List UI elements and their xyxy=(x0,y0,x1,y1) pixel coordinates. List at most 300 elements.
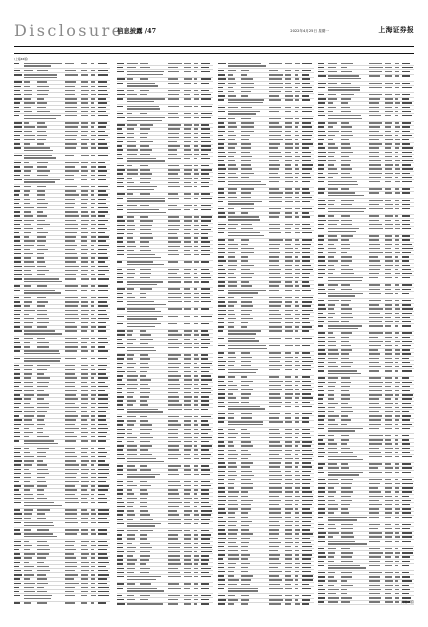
table-cell xyxy=(295,243,301,245)
illegible-text-mark xyxy=(81,562,89,563)
illegible-text-mark xyxy=(184,530,190,531)
table-cell xyxy=(184,362,193,364)
illegible-text-mark xyxy=(194,173,199,174)
illegible-text-mark xyxy=(218,177,225,178)
illegible-text-mark xyxy=(98,70,108,71)
table-cell xyxy=(98,485,110,487)
table-cell xyxy=(184,379,193,381)
illegible-text-mark xyxy=(98,498,107,499)
illegible-text-mark xyxy=(91,74,95,75)
table-cell xyxy=(218,326,227,328)
illegible-text-mark xyxy=(98,90,107,91)
illegible-text-mark xyxy=(81,94,88,95)
illegible-text-mark xyxy=(201,308,209,309)
table-cell xyxy=(81,215,90,217)
table-cell xyxy=(24,447,36,449)
table-cell xyxy=(269,82,284,84)
illegible-text-mark xyxy=(241,269,250,270)
table-cell xyxy=(269,87,284,89)
illegible-text-mark xyxy=(269,305,281,306)
illegible-text-mark xyxy=(201,124,209,125)
table-cell xyxy=(285,243,294,245)
illegible-text-mark xyxy=(184,250,190,251)
illegible-text-mark xyxy=(81,583,88,584)
illegible-text-mark xyxy=(37,394,49,395)
table-cell xyxy=(302,297,314,299)
illegible-text-mark xyxy=(91,224,96,225)
illegible-text-mark xyxy=(24,432,33,433)
table-cell xyxy=(14,186,23,188)
illegible-text-mark xyxy=(127,384,138,385)
illegible-text-mark xyxy=(269,239,283,240)
illegible-text-mark xyxy=(295,212,298,213)
table-cell xyxy=(127,367,139,369)
table-cell xyxy=(194,465,200,467)
table-cell xyxy=(37,498,51,500)
illegible-text-mark xyxy=(127,182,134,183)
illegible-text-mark xyxy=(65,290,77,291)
illegible-text-mark xyxy=(194,165,198,166)
illegible-text-mark xyxy=(117,323,123,324)
table-cell xyxy=(117,158,126,160)
table-cell xyxy=(201,441,213,443)
table-cell xyxy=(269,212,284,214)
table-cell xyxy=(201,245,213,247)
table-cell xyxy=(218,289,227,291)
table-cell xyxy=(168,233,183,235)
illegible-text-mark xyxy=(168,384,180,385)
illegible-text-mark xyxy=(127,169,138,170)
illegible-text-mark xyxy=(81,155,89,156)
illegible-text-mark xyxy=(24,494,33,495)
table-cell xyxy=(65,314,80,316)
table-cell xyxy=(91,411,97,413)
table-cell xyxy=(65,322,80,324)
table-cell xyxy=(241,82,255,84)
illegible-text-mark xyxy=(140,568,150,569)
illegible-text-mark xyxy=(127,543,132,544)
illegible-text-mark xyxy=(140,437,153,438)
table-row xyxy=(117,185,213,192)
illegible-text-mark xyxy=(295,224,300,225)
table-cell xyxy=(295,118,301,120)
table-cell xyxy=(184,416,193,418)
table-cell xyxy=(241,252,255,254)
table-cell xyxy=(98,473,110,475)
illegible-text-mark xyxy=(201,429,211,430)
illegible-text-mark xyxy=(14,297,19,298)
illegible-text-mark xyxy=(194,449,198,450)
illegible-text-mark xyxy=(269,277,281,278)
illegible-text-mark xyxy=(14,175,20,176)
table-cell xyxy=(184,288,193,290)
table-cell xyxy=(168,489,183,491)
illegible-text-mark xyxy=(184,445,192,446)
table-cell xyxy=(117,538,126,540)
illegible-text-mark xyxy=(127,525,155,526)
table-cell xyxy=(194,458,200,460)
table-cell xyxy=(295,99,301,101)
illegible-text-mark xyxy=(184,178,192,179)
illegible-text-mark xyxy=(98,162,105,163)
table-cell xyxy=(295,224,301,226)
table-cell xyxy=(218,181,227,183)
table-cell xyxy=(65,557,80,559)
table-cell xyxy=(127,113,139,115)
table-cell xyxy=(65,162,80,164)
illegible-text-mark xyxy=(194,288,197,289)
table-cell xyxy=(302,168,314,170)
illegible-text-mark xyxy=(218,122,224,123)
table-cell xyxy=(117,343,126,345)
illegible-text-mark xyxy=(194,523,198,524)
table-cell xyxy=(91,398,97,400)
illegible-text-mark xyxy=(140,334,151,335)
table-cell xyxy=(81,81,90,83)
table-cell xyxy=(302,70,314,72)
illegible-text-mark xyxy=(194,273,197,274)
table-cell xyxy=(201,141,213,143)
illegible-text-mark xyxy=(302,160,311,161)
table-cell xyxy=(140,193,154,195)
table-cell xyxy=(24,509,36,511)
illegible-text-mark xyxy=(168,316,178,317)
table-cell xyxy=(194,375,200,377)
table-cell xyxy=(228,143,240,145)
table-cell xyxy=(194,165,200,167)
table-cell xyxy=(14,381,23,383)
illegible-text-mark xyxy=(127,257,161,258)
table-cell xyxy=(37,342,51,344)
table-cell xyxy=(127,241,139,243)
table-cell xyxy=(14,407,23,409)
illegible-text-mark xyxy=(91,190,94,191)
illegible-text-mark xyxy=(65,529,79,530)
illegible-text-mark xyxy=(98,190,106,191)
table-cell xyxy=(201,428,213,430)
illegible-text-mark xyxy=(81,330,87,331)
table-cell xyxy=(269,160,284,162)
table-cell xyxy=(91,373,97,375)
illegible-text-mark xyxy=(241,95,248,96)
table-row xyxy=(117,197,213,204)
table-cell xyxy=(24,135,36,137)
illegible-text-mark xyxy=(91,305,94,306)
illegible-text-mark xyxy=(127,429,132,430)
table-cell xyxy=(91,115,97,117)
illegible-text-mark xyxy=(201,117,211,118)
table-cell xyxy=(65,330,80,332)
table-cell xyxy=(117,408,126,410)
table-cell xyxy=(218,168,227,170)
illegible-text-mark xyxy=(127,83,155,84)
illegible-text-mark xyxy=(127,343,133,344)
table-cell xyxy=(269,256,284,258)
illegible-text-mark xyxy=(295,310,298,311)
illegible-text-mark xyxy=(194,485,198,486)
table-cell xyxy=(117,358,126,360)
illegible-text-mark xyxy=(228,322,234,323)
table-cell xyxy=(194,254,200,256)
table-cell xyxy=(24,219,36,221)
illegible-text-mark xyxy=(37,111,50,112)
illegible-text-mark xyxy=(194,220,198,221)
illegible-text-mark xyxy=(269,314,281,315)
illegible-text-mark xyxy=(184,358,191,359)
illegible-text-mark xyxy=(81,199,88,200)
table-cell xyxy=(24,147,64,151)
illegible-text-mark xyxy=(65,266,79,267)
illegible-text-mark xyxy=(91,266,95,267)
illegible-text-mark xyxy=(302,305,311,306)
table-cell xyxy=(168,78,183,80)
illegible-text-mark xyxy=(98,81,107,82)
illegible-text-mark xyxy=(117,154,122,155)
illegible-text-mark xyxy=(184,465,190,466)
illegible-text-mark xyxy=(65,111,77,112)
illegible-text-mark xyxy=(269,122,279,123)
illegible-text-mark xyxy=(295,260,300,261)
illegible-text-mark xyxy=(194,233,199,234)
illegible-text-mark xyxy=(91,562,95,563)
table-cell xyxy=(228,322,240,324)
illegible-text-mark xyxy=(269,352,281,353)
illegible-text-mark xyxy=(65,211,78,212)
illegible-text-mark xyxy=(24,211,31,212)
table-cell xyxy=(24,81,36,83)
illegible-text-mark xyxy=(24,245,34,246)
table-cell xyxy=(140,63,154,65)
illegible-text-mark xyxy=(24,257,31,258)
illegible-text-mark xyxy=(65,135,77,136)
illegible-text-mark xyxy=(37,541,47,542)
illegible-text-mark xyxy=(269,208,281,209)
table-cell xyxy=(117,277,126,279)
illegible-text-mark xyxy=(14,215,20,216)
table-row xyxy=(14,154,110,161)
table-cell xyxy=(117,603,126,605)
table-cell xyxy=(65,70,80,72)
table-cell xyxy=(201,117,213,119)
illegible-text-mark xyxy=(285,352,291,353)
illegible-text-mark xyxy=(14,211,20,212)
table-row xyxy=(117,603,213,605)
illegible-text-mark xyxy=(91,411,95,412)
illegible-text-mark xyxy=(98,215,105,216)
table-cell xyxy=(65,198,80,200)
illegible-text-mark xyxy=(201,145,211,146)
illegible-text-mark xyxy=(168,481,180,482)
illegible-text-mark xyxy=(81,373,88,374)
table-cell xyxy=(184,354,193,356)
illegible-text-mark xyxy=(140,94,147,95)
illegible-text-mark xyxy=(91,245,94,246)
illegible-text-mark xyxy=(228,297,234,298)
table-cell xyxy=(302,156,314,158)
table-cell xyxy=(91,207,97,209)
table-cell xyxy=(201,404,213,406)
illegible-text-mark xyxy=(91,86,95,87)
illegible-text-mark xyxy=(184,145,190,146)
illegible-text-mark xyxy=(14,240,20,241)
illegible-text-mark xyxy=(24,591,35,592)
illegible-text-mark xyxy=(285,177,293,178)
illegible-text-mark xyxy=(117,367,122,368)
illegible-text-mark xyxy=(295,208,300,209)
illegible-text-mark xyxy=(98,398,108,399)
table-cell xyxy=(98,162,110,164)
illegible-text-mark xyxy=(24,598,51,599)
illegible-text-mark xyxy=(184,106,192,107)
illegible-text-mark xyxy=(81,107,89,108)
illegible-text-mark xyxy=(98,266,108,267)
table-cell xyxy=(117,209,126,211)
illegible-text-mark xyxy=(37,199,45,200)
illegible-text-mark xyxy=(127,250,134,251)
illegible-text-mark xyxy=(24,297,31,298)
illegible-text-mark xyxy=(98,322,106,323)
illegible-text-mark xyxy=(295,232,300,233)
illegible-text-mark xyxy=(98,373,106,374)
illegible-text-mark xyxy=(14,502,21,503)
table-cell xyxy=(37,566,51,568)
table-cell xyxy=(228,74,240,76)
illegible-text-mark xyxy=(218,118,226,119)
illegible-text-mark xyxy=(127,400,136,401)
table-cell xyxy=(98,350,110,352)
table-cell xyxy=(228,273,240,275)
table-cell xyxy=(194,362,200,364)
illegible-text-mark xyxy=(285,345,293,346)
table-cell xyxy=(24,330,64,334)
table-cell xyxy=(168,197,183,199)
table-cell xyxy=(127,599,139,601)
illegible-text-mark xyxy=(127,311,161,312)
illegible-text-mark xyxy=(37,135,47,136)
illegible-text-mark xyxy=(81,86,88,87)
illegible-text-mark xyxy=(37,513,45,514)
illegible-text-mark xyxy=(241,314,250,315)
table-cell xyxy=(228,281,240,283)
table-cell xyxy=(194,330,200,332)
illegible-text-mark xyxy=(117,502,124,503)
illegible-text-mark xyxy=(201,396,209,397)
table-row xyxy=(218,110,314,117)
illegible-text-mark xyxy=(117,595,122,596)
table-cell xyxy=(218,256,227,258)
table-cell xyxy=(98,63,110,65)
illegible-text-mark xyxy=(140,416,147,417)
table-cell xyxy=(218,147,227,149)
illegible-text-mark xyxy=(127,189,154,190)
illegible-text-mark xyxy=(127,205,137,206)
table-cell xyxy=(201,485,213,487)
table-cell xyxy=(228,196,240,198)
illegible-text-mark xyxy=(65,369,75,370)
table-cell xyxy=(24,578,36,580)
illegible-text-mark xyxy=(37,494,44,495)
table-cell xyxy=(65,244,80,246)
illegible-text-mark xyxy=(127,330,133,331)
illegible-text-mark xyxy=(91,322,95,323)
table-cell xyxy=(295,82,301,84)
table-cell xyxy=(81,249,90,251)
table-cell xyxy=(91,318,97,320)
illegible-text-mark xyxy=(91,557,95,558)
table-cell xyxy=(302,239,314,241)
illegible-text-mark xyxy=(81,111,88,112)
table-cell xyxy=(201,273,213,275)
illegible-text-mark xyxy=(91,98,95,99)
table-cell xyxy=(168,297,183,299)
table-cell xyxy=(24,381,36,383)
illegible-text-mark xyxy=(194,375,198,376)
table-cell xyxy=(285,122,294,124)
illegible-text-mark xyxy=(24,249,30,250)
illegible-text-mark xyxy=(194,474,199,475)
illegible-text-mark xyxy=(218,83,225,84)
table-cell xyxy=(295,228,301,230)
table-cell xyxy=(117,71,126,73)
table-cell xyxy=(285,345,294,347)
table-cell xyxy=(168,245,183,247)
illegible-text-mark xyxy=(65,424,75,425)
illegible-text-mark xyxy=(98,456,106,457)
illegible-text-mark xyxy=(127,281,163,282)
illegible-text-mark xyxy=(81,278,89,279)
illegible-text-mark xyxy=(228,260,237,261)
table-cell xyxy=(168,343,183,345)
illegible-text-mark xyxy=(81,170,88,171)
table-cell xyxy=(201,469,213,471)
table-cell xyxy=(295,297,301,299)
table-cell xyxy=(117,392,126,394)
table-cell xyxy=(285,201,294,203)
illegible-text-mark xyxy=(140,534,147,535)
table-cell xyxy=(98,170,110,172)
table-cell xyxy=(127,603,167,605)
illegible-text-mark xyxy=(98,377,108,378)
illegible-text-mark xyxy=(295,330,298,331)
illegible-text-mark xyxy=(201,441,209,442)
table-cell xyxy=(91,305,97,307)
table-cell xyxy=(184,330,193,332)
illegible-text-mark xyxy=(117,308,125,309)
table-cell xyxy=(302,212,314,214)
table-cell xyxy=(168,128,183,130)
illegible-text-mark xyxy=(117,288,125,289)
table-cell xyxy=(168,367,183,369)
illegible-text-mark xyxy=(168,246,180,247)
illegible-text-mark xyxy=(302,63,312,64)
table-cell xyxy=(98,423,110,425)
table-cell xyxy=(241,314,255,316)
illegible-text-mark xyxy=(98,452,107,453)
table-cell xyxy=(81,130,90,132)
table-cell xyxy=(184,273,193,275)
table-cell xyxy=(81,166,90,168)
illegible-text-mark xyxy=(168,186,180,187)
illegible-text-mark xyxy=(285,318,293,319)
illegible-text-mark xyxy=(127,603,163,604)
illegible-text-mark xyxy=(65,541,75,542)
illegible-text-mark xyxy=(91,386,96,387)
illegible-text-mark xyxy=(228,305,234,306)
illegible-text-mark xyxy=(228,135,236,136)
illegible-text-mark xyxy=(194,186,197,187)
illegible-text-mark xyxy=(241,164,251,165)
table-cell xyxy=(117,514,126,516)
